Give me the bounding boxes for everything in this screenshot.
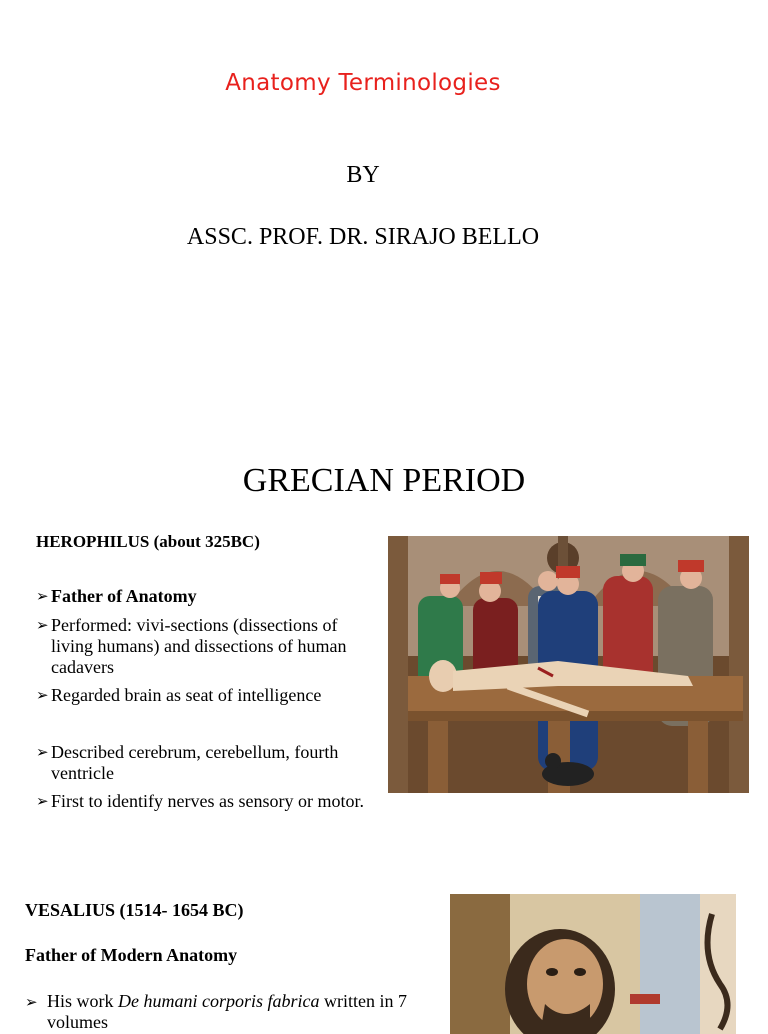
vesalius-heading: VESALIUS (1514- 1654 BC) — [25, 900, 244, 920]
dissection-painting-svg — [388, 536, 749, 793]
vesalius-portrait-svg — [450, 894, 736, 1034]
arrow-bullet-icon: ➢ — [36, 792, 49, 810]
presentation-title: Anatomy Terminologies — [225, 70, 501, 96]
arrow-bullet-icon: ➢ — [36, 616, 49, 634]
bullet-item — [36, 685, 381, 706]
bullet-item — [36, 742, 381, 784]
bullet-text: Father of Anatomy — [51, 586, 197, 606]
vesalius-bullet — [25, 991, 415, 1033]
bullet-text: First to identify nerves as sensory or motor. — [51, 791, 364, 811]
arrow-bullet-icon: ➢ — [36, 686, 49, 704]
arrow-bullet-icon: ➢ — [36, 587, 49, 605]
slide-title-grecian-period: GRECIAN PERIOD — [242, 462, 526, 499]
herophilus-heading: HEROPHILUS (about 325BC) — [36, 532, 260, 551]
bullet-text: Described cerebrum, cerebellum, fourth ventricle — [51, 742, 339, 783]
dissection-painting-image — [388, 536, 749, 793]
author-name: ASSC. PROF. DR. SIRAJO BELLO — [186, 224, 540, 250]
book-title: De humani corporis fabrica — [118, 991, 320, 1011]
herophilus-bullets — [36, 586, 381, 812]
bullet-text-suffix: written in 7 volumes — [47, 991, 407, 1032]
bullet-text: Performed: vivi-sections (dissections of living humans) and dissections of human cadavers — [51, 615, 347, 677]
by-label: BY — [346, 162, 380, 188]
bullet-text-prefix: His work — [47, 991, 118, 1011]
vesalius-subheading: Father of Modern Anatomy — [25, 945, 238, 965]
vesalius-portrait-image — [450, 894, 736, 1034]
bullet-item — [36, 615, 381, 678]
bullet-text: Regarded brain as seat of intelligence — [51, 685, 322, 705]
arrow-bullet-icon: ➢ — [25, 993, 38, 1011]
bullet-item — [36, 791, 381, 812]
bullet-item — [36, 586, 381, 607]
arrow-bullet-icon: ➢ — [36, 743, 49, 761]
